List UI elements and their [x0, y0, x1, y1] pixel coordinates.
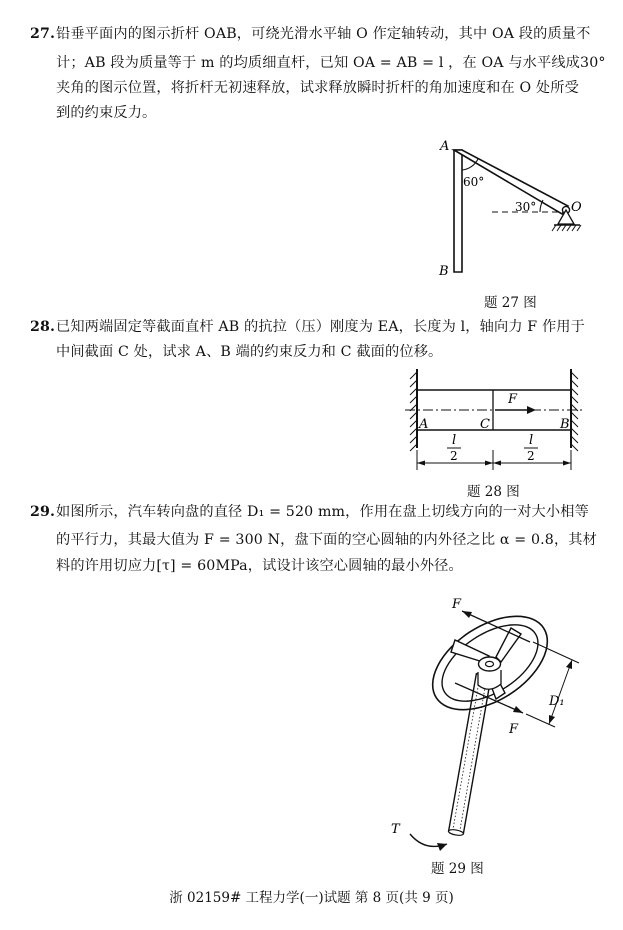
label-F-bottom: F — [509, 722, 519, 737]
hub-body — [478, 670, 501, 689]
dim-label-2-left: 2 — [450, 449, 458, 463]
question-number: 27. — [30, 26, 56, 42]
label-T: T — [391, 822, 400, 837]
question-text-line: 夹角的图示位置，将折杆无初速释放，试求释放瞬时折杆的角加速度和在 O 处所受 — [56, 80, 579, 96]
dim-label-2-right: 2 — [527, 449, 535, 463]
dim-D1-ext-top — [533, 642, 579, 663]
angle-label-30: 30° — [515, 200, 537, 214]
question-text-line: 铅垂平面内的图示折杆 OAB，可绕光滑水平轴 O 作定轴转动，其中 OA 段的质量不 — [56, 26, 591, 42]
question-text-line: 已知两端固定等截面直杆 AB 的抗拉（压）刚度为 EA，长度为 l，轴向力 F 作用于 — [56, 319, 585, 335]
angle-label-60: 60° — [463, 175, 485, 189]
question-text-line: 料的许用切应力[τ] = 60MPa，试设计该空心圆轴的最小外径。 — [56, 558, 463, 574]
force-F-top-arrowhead — [462, 611, 472, 618]
label-D1: D₁ — [549, 694, 565, 709]
question-text-line: 如图所示，汽车转向盘的直径 D₁ = 520 mm，作用在盘上切线方向的一对大小相等 — [56, 504, 589, 520]
question-number: 28. — [30, 319, 56, 335]
force-F-bottom-arrowhead — [513, 706, 523, 713]
question-text-line: 的平行力，其最大值为 F = 300 N，盘下面的空心圆轴的内外径之比 α = 0.8，其材 — [56, 532, 597, 548]
label-F-top: F — [452, 597, 462, 612]
label-B: B — [560, 417, 570, 432]
dim-label-l-right: l — [529, 433, 534, 448]
label-F: F — [508, 392, 518, 407]
dim-D1-line — [549, 660, 572, 724]
figure-caption-27: 题 27 图 — [484, 295, 537, 311]
figure-caption-28: 题 28 图 — [467, 484, 520, 500]
question-text-line: 计；AB 段为质量等于 m 的均质细直杆，已知 OA = AB = l ，在 OA 与水平线成30° — [56, 55, 606, 71]
label-A: A — [440, 139, 450, 154]
question-number: 29. — [30, 504, 56, 520]
question-text-line: 中间截面 C 处，试求 A、B 端的约束反力和 C 截面的位移。 — [56, 344, 443, 360]
label-C: C — [480, 417, 490, 432]
hub-hole — [486, 661, 494, 666]
label-B: B — [439, 264, 449, 279]
figure-caption-29: 题 29 图 — [431, 861, 484, 877]
torque-T-arrowhead — [437, 843, 447, 851]
question-text-line: 到的约束反力。 — [56, 105, 157, 121]
page-footer: 浙 02159# 工程力学(一)试题 第 8 页(共 9 页) — [169, 890, 454, 906]
dim-label-l-left: l — [452, 433, 457, 448]
label-O: O — [571, 200, 582, 215]
label-A: A — [419, 417, 429, 432]
